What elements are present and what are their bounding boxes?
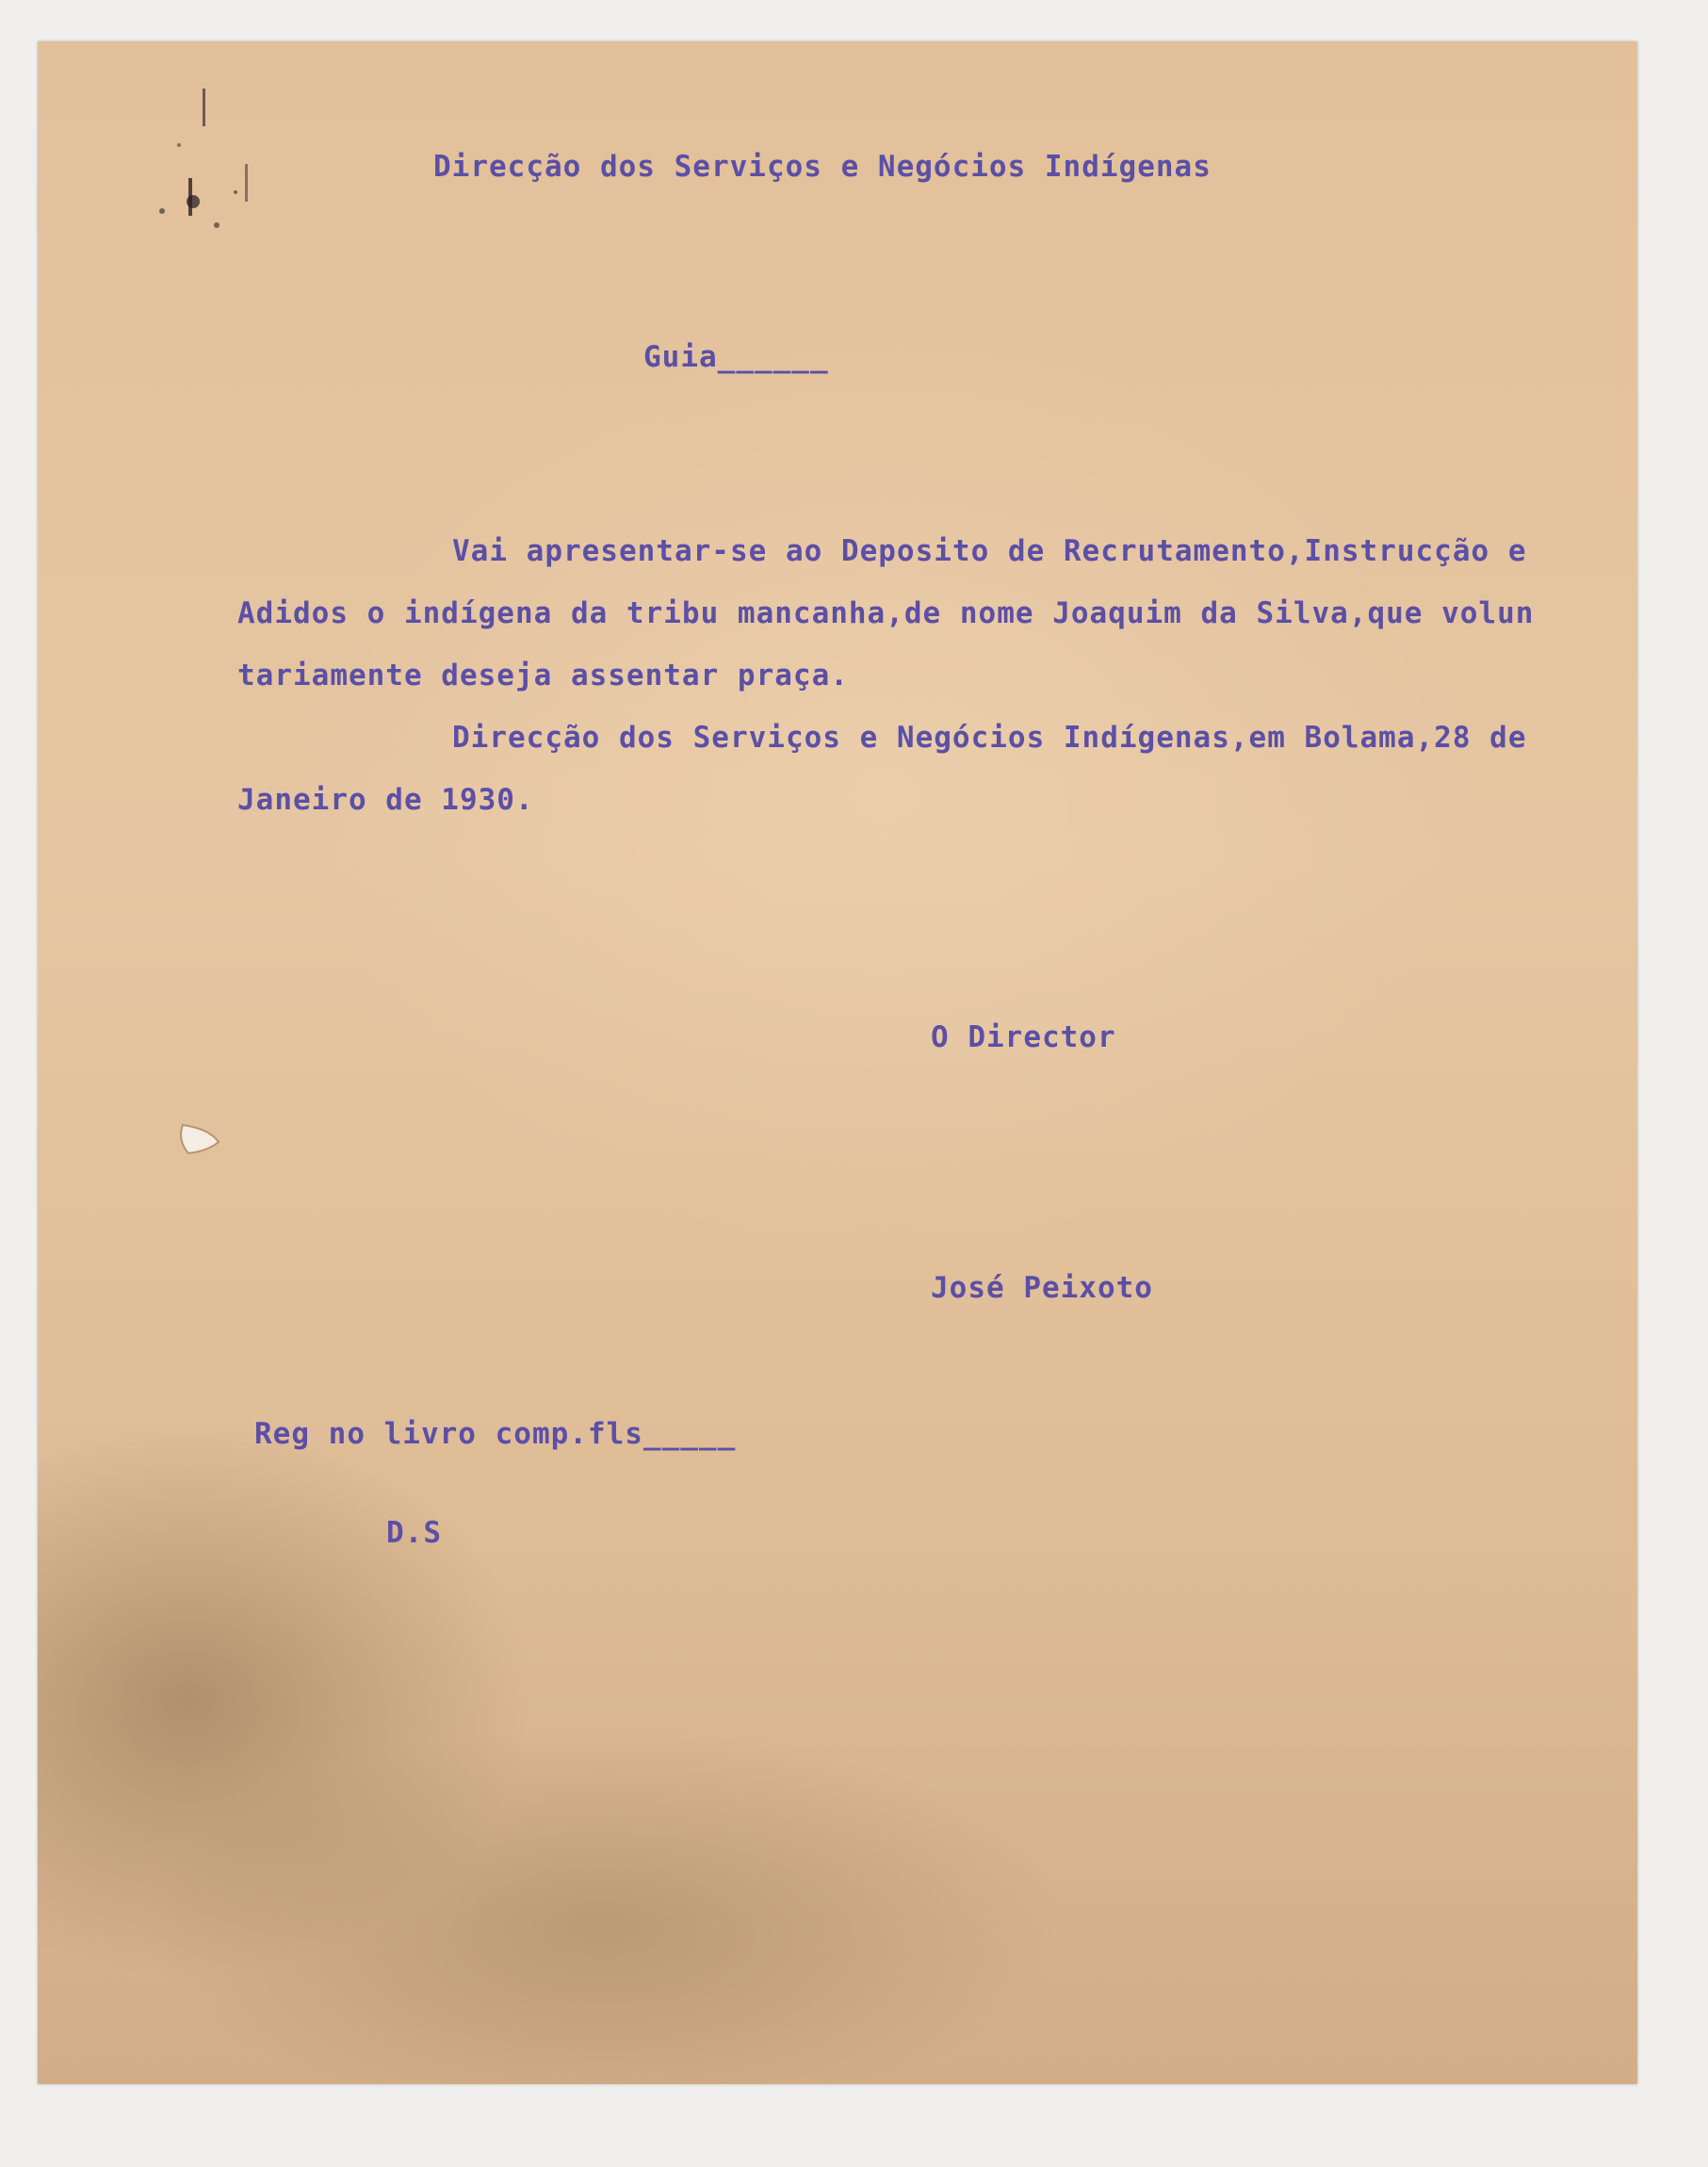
signatory-title: O Director (931, 1020, 1116, 1054)
body-line: Adidos o indígena da tribu mancanha,de nome Joaquim da Silva,que volun (237, 596, 1535, 630)
document-header: Direcção dos Serviços e Negócios Indígenas (433, 150, 1212, 184)
guia-label: Guia______ (643, 340, 829, 374)
document-sheet (38, 41, 1637, 2084)
ink-stain-mark (151, 89, 283, 239)
body-line: tariamente deseja assentar praça. (237, 659, 849, 692)
paper-tear-mark (171, 1116, 228, 1172)
body-line: Direcção dos Serviços e Negócios Indígenas,em Bolama,28 de (452, 721, 1527, 755)
initials: D.S (386, 1516, 442, 1550)
body-line: Janeiro de 1930. (237, 783, 534, 817)
signatory-name: José Peixoto (931, 1271, 1153, 1305)
body-paragraph (237, 520, 1534, 831)
body-line: Vai apresentar-se ao Deposito de Recrutamento,Instrucção e (452, 534, 1527, 568)
registration-note: Reg no livro comp.fls_____ (254, 1417, 737, 1451)
